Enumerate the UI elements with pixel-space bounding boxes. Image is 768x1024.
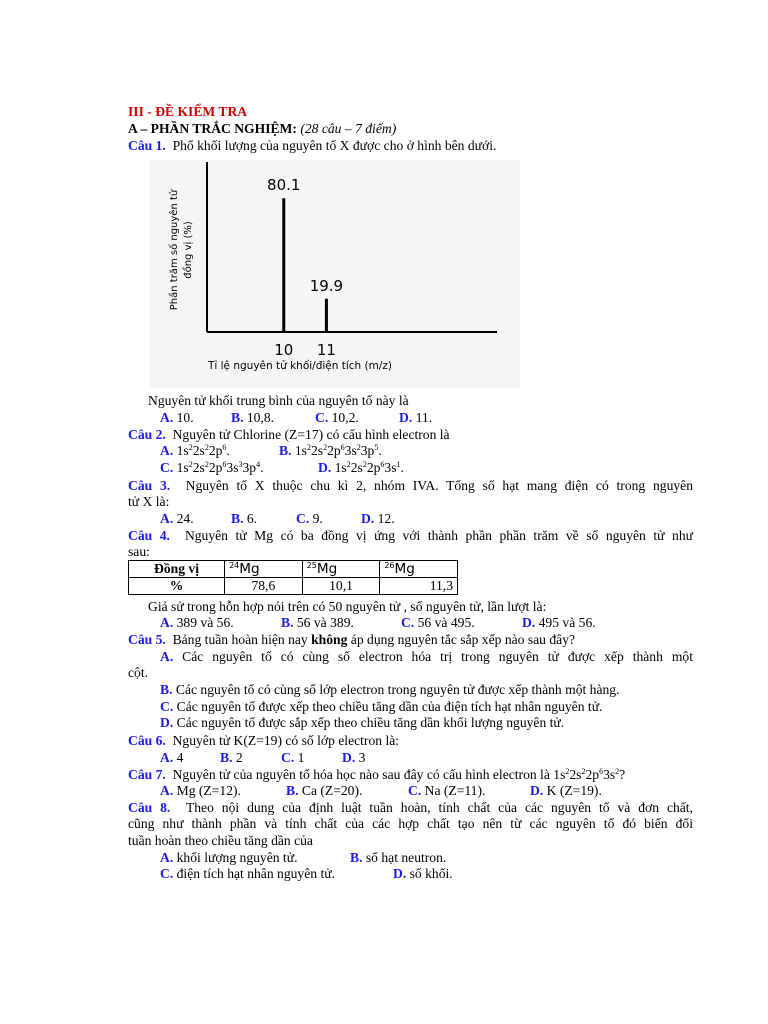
q6-option-b[interactable]: B. 2 [220,750,243,765]
q3-option-c[interactable]: C. 9. [296,511,323,526]
q4-text-cont: sau: [128,544,150,559]
q2-options-cd [160,460,404,476]
q3-text-cont: tử X là: [128,494,170,509]
q4-options [160,615,596,631]
question-4: Câu 4. Nguyên tử Mg có ba đồng vị ứng với thành phần phần trăm về số nguyên tử như [128,528,693,543]
q8-options-ab [160,850,446,866]
q8-option-c[interactable]: C. điện tích hạt nhân nguyên tử. [160,866,335,881]
tick-label-11: 11 [316,341,336,359]
question-5: Câu 5. Bảng tuần hoàn hiện nay không áp dụng nguyên tắc sắp xếp nào sau đây? [128,632,576,647]
q4-stem: Giả sử trong hỗn hợp nói trên có 50 nguyên tử , số nguyên tử, lần lượt là: [148,599,547,614]
y-axis-label-line1: Phần trăm số nguyên tử [169,189,180,311]
q5-option-a[interactable]: A. Các nguyên tố có cùng số electron hóa trị trong nguyên tử được xếp thành một [160,649,693,664]
q7-option-d[interactable]: D. K (Z=19). [530,783,602,798]
section-title: III - ĐỀ KIỂM TRA [128,104,248,119]
table-cell: 10,1 [302,578,380,595]
table-cell: $^{26}$Mg [380,561,458,578]
q4-option-b[interactable]: B. 56 và 389. [281,615,354,630]
q4-option-a[interactable]: A. 389 và 56. [160,615,234,630]
q8-option-a[interactable]: A. khối lượng nguyên tử. [160,850,298,865]
q5-option-c[interactable]: C. Các nguyên tố được xếp theo chiều tăng dần của điện tích hạt nhân nguyên tử. [160,699,603,714]
table-cell: 78,6 [225,578,303,595]
mass-spectrum-chart [150,160,520,388]
question-2: Câu 2. Nguyên tử Chlorine (Z=17) có cấu hình electron là [128,427,450,442]
question-7: Câu 7. Nguyên tử của nguyên tố hóa học nào sau đây có cấu hình electron là $1s^22s^22p^63s^2$? [128,767,626,782]
table-cell: $^{25}$Mg [302,561,380,578]
q1-option-d[interactable]: D. 11. [399,410,433,425]
q6-options [160,750,365,766]
q3-option-a[interactable]: A. 24. [160,511,194,526]
table-cell: $^{24}$Mg [225,561,303,578]
q2-option-c[interactable]: C. $1s^22s^22p^63s^33p^4$. [160,460,264,475]
q7-option-b[interactable]: B. Ca (Z=20). [286,783,363,798]
q3-option-d[interactable]: D. 12. [361,511,395,526]
tick-label-10: 10 [274,341,294,359]
q3-options [160,511,395,527]
q8-text-cont: cũng như thành phần và tính chất của các hợp chất tạo nên từ các nguyên tố đó biến đổi [128,816,693,831]
table-cell: 11,3 [380,578,458,595]
table-header-isotope: Đồng vị [129,561,225,578]
q3-option-b[interactable]: B. 6. [231,511,258,526]
q5-option-d[interactable]: D. Các nguyên tố được sắp xếp theo chiều tăng dần khối lượng nguyên tử. [160,715,565,730]
q7-option-c[interactable]: C. Na (Z=11). [408,783,486,798]
isotope-table [128,560,458,595]
q5-option-a-cont: cột. [128,665,149,680]
data-label-m10: 80.1 [267,176,301,195]
q4-option-d[interactable]: D. 495 và 56. [522,615,596,630]
q8-option-d[interactable]: D. số khối. [393,866,453,881]
q2-option-a[interactable]: A. $1s^22s^22p^6$. [160,443,230,458]
q7-options [160,783,602,799]
q4-option-c[interactable]: C. 56 và 495. [401,615,475,630]
data-label-m11: 19.9 [309,276,344,295]
q6-option-a[interactable]: A. 4 [160,750,184,765]
table-header-percent: % [129,578,225,595]
question-8: Câu 8. Theo nội dung của định luật tuần hoàn, tính chất của các nguyên tố và đơn chất, [128,800,693,815]
q1-options [160,410,432,426]
q6-option-d[interactable]: D. 3 [342,750,366,765]
table-row [129,561,458,578]
q2-options-ab [160,443,382,459]
q1-option-a[interactable]: A. 10. [160,410,194,425]
q8-options-cd [160,866,453,882]
x-axis-label: Tỉ lệ nguyên tử khối/điện tích (m/z) [207,360,393,372]
q1-stem: Nguyên tử khối trung bình của nguyên tố này là [148,393,409,408]
q5-option-b[interactable]: B. Các nguyên tố có cùng số lớp electron trong nguyên tử được xếp thành một hàng. [160,682,620,697]
part-title: A – PHẦN TRẮC NGHIỆM: (28 câu – 7 điểm) [128,121,397,136]
q8-text-cont2: tuần hoàn theo chiều tăng dần của [128,833,313,848]
y-axis-label-line2: đồng vị (%) [183,221,194,279]
q6-option-c[interactable]: C. 1 [281,750,305,765]
q2-option-d[interactable]: D. $1s^22s^22p^63s^1$. [318,460,404,475]
q1-option-c[interactable]: C. 10,2. [315,410,359,425]
q8-option-b[interactable]: B. số hạt neutron. [350,850,447,865]
table-row [129,578,458,595]
question-3: Câu 3. Nguyên tố X thuộc chu kì 2, nhóm IVA. Tổng số hạt mang điện có trong nguyên [128,478,693,493]
q1-option-b[interactable]: B. 10,8. [231,410,275,425]
q2-option-b[interactable]: B. $1s^22s^22p^63s^23p^5$. [279,443,382,458]
q7-option-a[interactable]: A. Mg (Z=12). [160,783,241,798]
question-1: Câu 1. Phổ khối lượng của nguyên tố X được cho ở hình bên dưới. [128,138,497,153]
question-6: Câu 6. Nguyên tử K(Z=19) có số lớp electron là: [128,733,400,748]
